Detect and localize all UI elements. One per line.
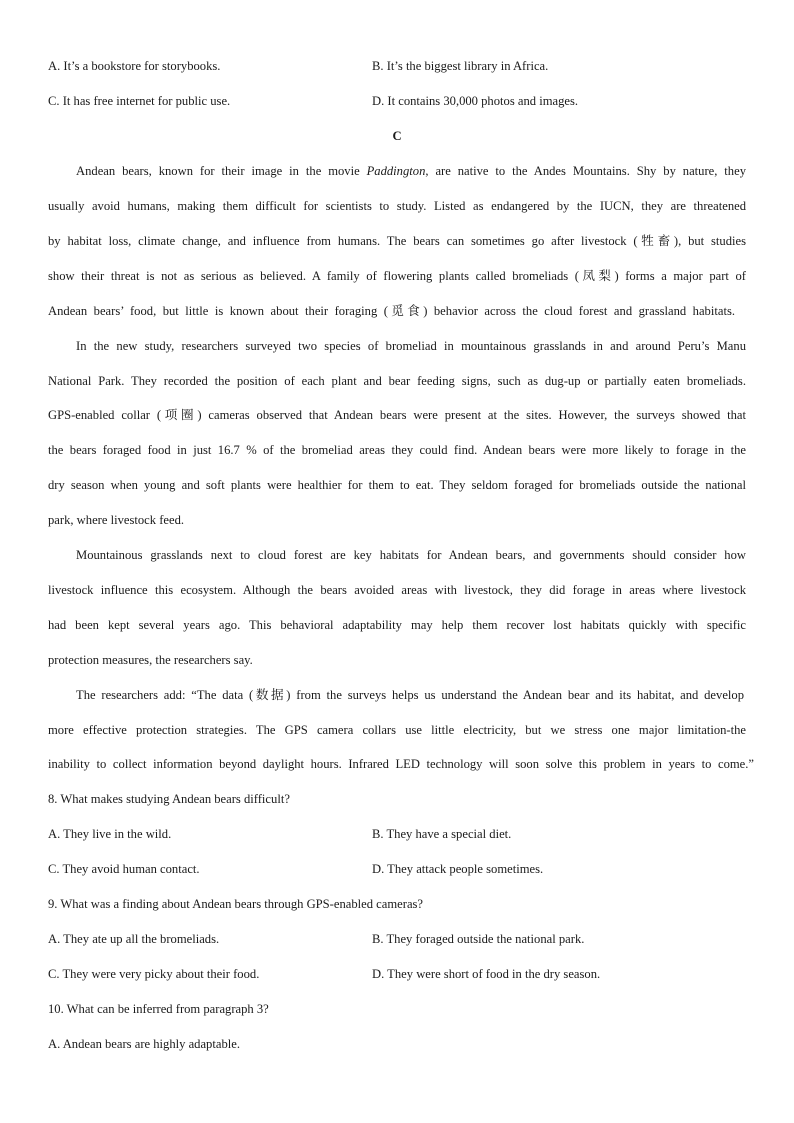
movie-title: Paddington <box>366 164 426 178</box>
p2-line-1: In the new study, researchers surveyed two species of bromeliad in mountainous grasslands in and around Peru’s Manu <box>76 339 746 353</box>
p3-line-3: had been kept several years ago. This behavioral adaptability may help them recover lost habitats quickly with specific <box>48 618 746 632</box>
p1-line-3: by habitat loss, climate change, and influence from humans. The bears can sometimes go after livestock (牲畜), but studies <box>48 234 746 248</box>
p2-line-6: park, where livestock feed. <box>48 513 185 527</box>
p2-line-3: GPS-enabled collar (项圈) cameras observed that Andean bears were present at the sites. However, the surveys showed that <box>48 408 746 422</box>
q9-option-b: B. They foraged outside the national park. <box>372 932 585 946</box>
p2-line-4: the bears foraged food in just 16.7 % of the bromeliad areas they could find. Andean bears were more likely to forage in the <box>48 443 746 457</box>
p2-line-2: National Park. They recorded the position of each plant and bear feeding signs, such as dug-up or partially eaten bromeliads. <box>48 374 746 388</box>
p4-line-3: inability to collect information beyond daylight hours. Infrared LED technology will soon solve this problem in years to come.” <box>48 757 754 771</box>
option-c: C. It has free internet for public use. <box>48 94 231 108</box>
p3-line-4: protection measures, the researchers say. <box>48 653 253 667</box>
p4-line-1: The researchers add: “The data (数据) from the surveys helps us understand the Andean bear and its habitat, and develop <box>76 688 744 702</box>
p1-line-4: show their threat is not as serious as believed. A family of flowering plants called bromeliads (凤梨) forms a major part of <box>48 269 746 283</box>
question-8-stem: 8. What makes studying Andean bears difficult? <box>48 792 290 806</box>
p1-line-1-post: , are native to the Andes Mountains. Shy by nature, they <box>425 164 746 178</box>
section-heading: C <box>392 129 402 143</box>
q8-option-c: C. They avoid human contact. <box>48 862 200 876</box>
p1-line-5: Andean bears’ food, but little is known about their foraging (觅食) behavior across the cloud forest and grassland habitats. <box>48 304 735 318</box>
option-a: A. It’s a bookstore for storybooks. <box>48 59 221 73</box>
p1-line-1 <box>76 162 746 180</box>
q9-option-d: D. They were short of food in the dry season. <box>372 967 601 981</box>
option-b: B. It’s the biggest library in Africa. <box>372 59 549 73</box>
p2-line-5: dry season when young and soft plants were healthier for them to eat. They seldom foraged for bromeliads outside the national <box>48 478 746 492</box>
p1-line-2: usually avoid humans, making them difficult for scientists to study. Listed as endangered by the IUCN, they are threatened <box>48 199 746 213</box>
question-9-stem: 9. What was a finding about Andean bears through GPS-enabled cameras? <box>48 897 424 911</box>
q10-option-a: A. Andean bears are highly adaptable. <box>48 1037 240 1051</box>
q8-option-b: B. They have a special diet. <box>372 827 512 841</box>
option-d: D. It contains 30,000 photos and images. <box>372 94 579 108</box>
q8-option-d: D. They attack people sometimes. <box>372 862 544 876</box>
q9-option-a: A. They ate up all the bromeliads. <box>48 932 220 946</box>
p3-line-1: Mountainous grasslands next to cloud forest are key habitats for Andean bears, and governments should consider how <box>76 548 746 562</box>
p1-line-1-pre: Andean bears, known for their image in the movie <box>76 164 367 178</box>
q9-option-c: C. They were very picky about their food. <box>48 967 260 981</box>
p4-line-2: more effective protection strategies. The GPS camera collars use little electricity, but we stress one major limitation-the <box>48 723 746 737</box>
question-10-stem: 10. What can be inferred from paragraph 3? <box>48 1002 269 1016</box>
q8-option-a: A. They live in the wild. <box>48 827 172 841</box>
p3-line-2: livestock influence this ecosystem. Although the bears avoided areas with livestock, they did forage in areas where livestock <box>48 583 746 597</box>
